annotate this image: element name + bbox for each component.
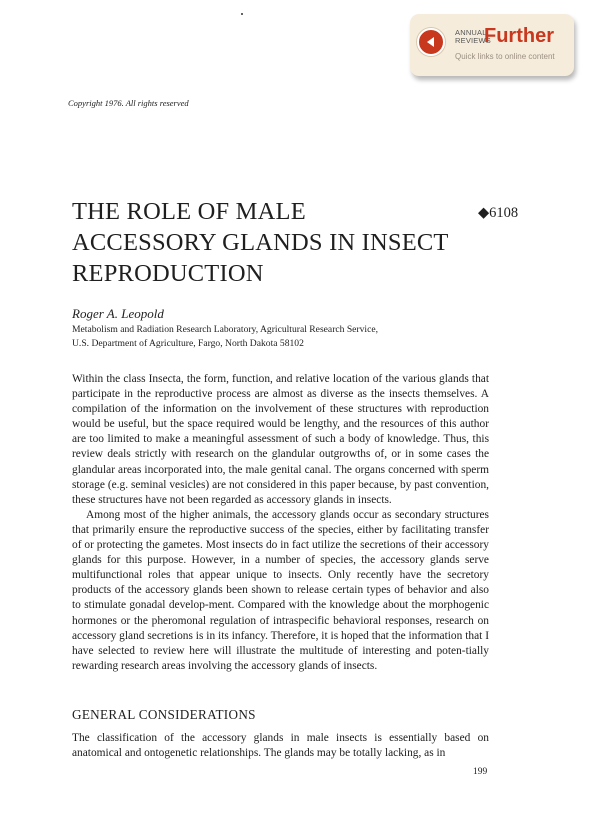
affiliation-line: Metabolism and Radiation Research Laboratory, Agricultural Research Service, xyxy=(72,324,379,335)
annual-reviews-further-badge[interactable] xyxy=(410,14,574,76)
author-affiliation xyxy=(72,323,378,351)
affiliation-line: U.S. Department of Agriculture, Fargo, North Dakota 58102 xyxy=(72,338,304,349)
arrow-left-icon xyxy=(417,28,445,56)
stray-dot xyxy=(241,13,243,15)
paragraph: Among most of the higher animals, the accessory glands occur as secondary structures that primarily ensure the reproductive success of the species, either by facilitating transfer of or protecting the gametes. Most insects do in fact utilize the secretions of their accessory glands for this purpose. However, in a number of species, the accessory glands serve multifunctional roles that appear unique to insects. Only recently have the secretory products of the accessory glands been shown to release certain types of behavior and also to stimulate gonadal develop-ment. Compared with the knowledge about the morphogenic hormones or the pheromonal regulation of intraspecific behavioral responses, research on accessory gland secretions is in its infancy. Therefore, it is hoped that the information that I have selected to review here will illustrate the multitude of interesting and poten-tially rewarding research areas involving the accessory glands of insects. xyxy=(72,508,489,672)
title-line: ACCESSORY GLANDS IN INSECT xyxy=(72,229,449,256)
section-paragraph: The classification of the accessory glands in male insects is essentially based on anatomical and ontogenetic relationships. The glands may be totally lacking, as in xyxy=(72,732,489,760)
paragraph: Within the class Insecta, the form, function, and relative location of the various glands that participate in the reproductive process are almost as diverse as the insects themselves. A compilation of the information on the involvement of these structures with reproduction would be useful, but the space required would be lengthy, and the resources of this author are too limited to make a meaningful assessment of such a body of knowledge. Thus, this review deals strictly with research on the glandular outgrowths of, or in some cases the glandular areas incorporated into, the male genital canal. The organs concerned with sperm storage (e.g. seminal vesicles) are not considered in this paper because, by past convention, these structures have not been regarded as accessory glands in insects. xyxy=(72,373,489,506)
badge-subtitle: Quick links to online content xyxy=(455,52,555,61)
badge-further-label: Further xyxy=(484,25,554,47)
section-heading: GENERAL CONSIDERATIONS xyxy=(72,707,256,722)
copyright-notice: Copyright 1976. All rights reserved xyxy=(68,98,189,108)
document-number: ◆6108 xyxy=(478,205,519,221)
title-line: REPRODUCTION xyxy=(72,260,264,287)
body-text xyxy=(72,372,489,674)
paper-title xyxy=(72,196,462,289)
badge-annual-reviews: ANNUAL REVIEWS xyxy=(455,28,491,45)
title-line: THE ROLE OF MALE xyxy=(72,198,306,225)
author-name: Roger A. Leopold xyxy=(72,306,164,321)
page-number: 199 xyxy=(473,767,488,777)
